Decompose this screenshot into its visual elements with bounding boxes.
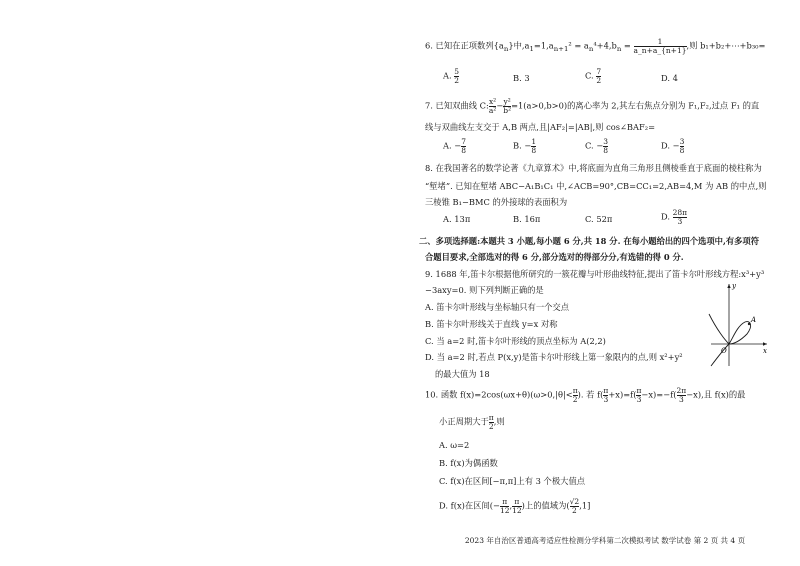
- folium-curve: [709, 314, 751, 366]
- x-axis-label: x: [763, 347, 767, 355]
- y-axis-label: y: [732, 282, 736, 290]
- q8-option-d-frac: $\frac{28\pi}{3}$: [672, 208, 688, 226]
- q9-option-b: B. 笛卡尔叶形线关于直线 y=x 对称: [425, 319, 558, 329]
- q6-option-d: D. 4: [661, 73, 678, 83]
- section2-heading-line2: 合题目要求,全部选对的得 6 分,部分选对的得部分分,有选错的得 0 分.: [425, 252, 684, 262]
- q10-stem-line2: 小正周期大于 $\frac{\pi}{2}$ ,则: [439, 413, 505, 431]
- q7-stem-line2: 线与双曲线左支交于 A,B 两点,且|AF₂|=|AB|,则 cos∠BAF₂=: [425, 122, 656, 132]
- x-axis-arrow: [763, 342, 767, 345]
- origin-label: O: [721, 347, 727, 355]
- q10-option-c: C. f(x)在区间[−π,π]上有 3 个极大值点: [439, 476, 586, 486]
- q10-option-d-frac3: $\frac{√2}{2}$: [569, 497, 580, 515]
- q9-option-a: A. 笛卡尔叶形线与坐标轴只有一个交点: [425, 302, 570, 312]
- q7-option-d: D. − $\frac{3}{8}$: [661, 137, 685, 155]
- q6-stem: 6. 已知在正项数列$\{a_n\}$中$,a_1=1,a_{n+1}^2 = a_n^4+4,b_n$ = $\frac{1}{a\_n+a\_\{n+1\}}$ ,则 b₁+b₂+⋯+b₃₀=: [425, 37, 766, 55]
- q10-option-b: B. f(x)为偶函数: [439, 458, 498, 468]
- q7-option-b-frac: $\frac{1}{8}$: [531, 137, 537, 155]
- q7-frac-y: $\frac{\text{y²}}{\text{b²}}$: [503, 97, 512, 115]
- q6-option-b: B. 3: [513, 73, 530, 83]
- q7-stem-line1: 7. 已知双曲线 C: $\frac{\text{x²}}{\text{a²}}$ − $\frac{\text{y²}}{\text{b²}}$ =1(a>0,b>0)的离心率为 2,其左右焦点分别为 F₁,F₂,过点 F₁ 的直: [425, 97, 760, 115]
- q6-option-c: C. $\frac{7}{2}$: [585, 67, 602, 85]
- q9-stem-line2: −3axy=0. 则下列判断正确的是: [425, 285, 544, 295]
- q7-option-a: A. − $\frac{7}{8}$: [443, 137, 466, 155]
- exam-page: [419, 30, 785, 558]
- q8-stem-line3: 三棱锥 B₁−BMC 的外接球的表面积为: [425, 197, 568, 207]
- q6-option-a-frac: $\frac{5}{2}$: [454, 67, 460, 85]
- q8-option-d: D. $\frac{28\pi}{3}$: [661, 208, 688, 226]
- q9-stem-line1: 9. 1688 年,笛卡尔根据他所研究的一簇花瓣与叶形曲线特征,提出了笛卡尔叶形线方程:x³+y³: [425, 269, 765, 279]
- q10-option-d-frac1: $\frac{\pi}{12}$: [499, 497, 510, 515]
- q10-frac-3: $\frac{2\pi}{3}$: [676, 386, 687, 404]
- q10-frac-period: $\frac{\pi}{2}$: [488, 413, 494, 431]
- q6-fraction: $\frac{1}{a\_n+a\_\{n+1\}}$: [633, 37, 687, 55]
- y-axis-arrow: [727, 284, 730, 288]
- page-footer: 2023 年自治区普通高考适应性检测分学科第二次模拟考试 数学试卷 第 2 页 共 4 页: [464, 536, 746, 545]
- q9-option-c: C. 当 a=2 时,笛卡尔叶形线的顶点坐标为 A(2,2): [425, 336, 606, 346]
- q8-stem-line1: 8. 在我国著名的数学论著《九章算术》中,将底面为直角三角形且侧棱垂直于底面的棱柱称为: [425, 163, 762, 173]
- section2-heading-line1: 二、多项选择题:本题共 3 小题,每小题 6 分,共 18 分. 在每小题给出的四个选项中,有多项符: [419, 236, 760, 246]
- q7-option-d-frac: $\frac{3}{8}$: [679, 137, 685, 155]
- q10-stem-line1: 10. 函数 f(x)=2cos(ωx+θ)(ω>0,|θ|< $\frac{\pi}{2}$ ). 若 f( $\frac{\pi}{3}$ +x)=f( $\frac{\pi}{3}$ −x)=−f( $\frac{2\pi}{3}$ −x),且 f(x)的最: [425, 386, 746, 404]
- q10-option-a: A. ω=2: [439, 440, 470, 450]
- q9-option-d-line1: D. 当 a=2 时,若点 P(x,y)是笛卡尔叶形线上第一象限内的点,则 x²+y²: [425, 352, 683, 362]
- q10-frac-1: $\frac{\pi}{3}$: [603, 386, 609, 404]
- q8-option-b: B. 16π: [513, 214, 541, 224]
- q7-option-c-frac: $\frac{3}{8}$: [603, 137, 609, 155]
- q10-option-d: D. f(x)在区间(− $\frac{\pi}{12}$ , $\frac{\pi}{12}$ )上的值域为( $\frac{√2}{2}$ ,1]: [439, 497, 591, 515]
- q6-option-c-frac: $\frac{7}{2}$: [596, 67, 602, 85]
- q9-option-d-line2: 的最大值为 18: [435, 369, 490, 379]
- q7-option-b: B. − $\frac{1}{8}$: [513, 137, 537, 155]
- q7-option-a-frac: $\frac{7}{8}$: [461, 137, 466, 155]
- q10-frac-2: $\frac{\pi}{3}$: [636, 386, 642, 404]
- q7-frac-x: $\frac{\text{x²}}{\text{a²}}$: [488, 97, 497, 115]
- point-a: [748, 323, 750, 325]
- folium-figure: [707, 278, 771, 368]
- q8-option-a: A. 13π: [443, 214, 471, 224]
- q6-option-a: A. $\frac{5}{2}$: [443, 67, 460, 85]
- q10-option-d-frac2: $\frac{\pi}{12}$: [512, 497, 522, 515]
- q10-frac-pi2: $\frac{\pi}{2}$: [572, 386, 578, 404]
- q8-stem-line2: “堑堵”. 已知在堑堵 ABC−A₁B₁C₁ 中,∠ACB=90°,CB=CC₁=2,AB=4,M 为 AB 的中点,则: [425, 181, 767, 191]
- q8-option-c: C. 52π: [585, 214, 613, 224]
- point-a-label: A: [751, 316, 757, 324]
- q7-option-c: C. − $\frac{3}{8}$: [585, 137, 609, 155]
